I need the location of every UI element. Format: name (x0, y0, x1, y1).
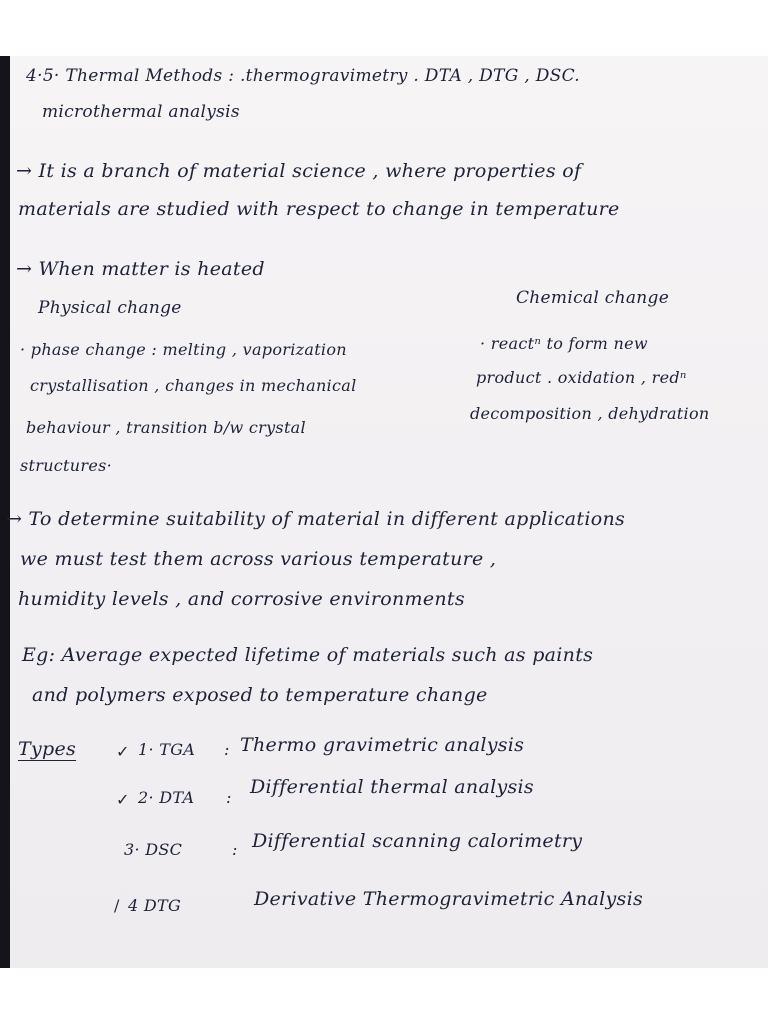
chemical-change-line: product . oxidation , redⁿ (476, 368, 687, 387)
example-line: and polymers exposed to temperature change (32, 684, 488, 706)
example-line: Eg: Average expected lifetime of materials such as paints (22, 644, 594, 666)
types-label: Types (18, 738, 77, 760)
type-description: Thermo gravimetric analysis (240, 734, 525, 756)
type-separator: : (226, 788, 232, 807)
chemical-change-line: · reactⁿ to form new (480, 334, 648, 353)
type-number: 2· DTA (138, 788, 195, 807)
type-number: 4 DTG (128, 896, 182, 915)
chemical-change-line: decomposition , dehydration (470, 404, 710, 423)
section-heading: 4·5· Thermal Methods : .thermogravimetry . DTA , DTG , DSC. (26, 66, 580, 86)
chemical-change-heading: Chemical change (516, 288, 670, 308)
photo-border-bottom (0, 968, 768, 1024)
physical-change-line: crystallisation , changes in mechanical (30, 376, 357, 395)
type-separator: : (232, 840, 238, 859)
check-mark-icon: ✓ (116, 742, 130, 761)
physical-change-heading: Physical change (38, 298, 182, 318)
physical-change-line: behaviour , transition b/w crystal (26, 418, 306, 437)
intro-line: → It is a branch of material science , where properties of (16, 160, 582, 182)
type-description: Differential thermal analysis (250, 776, 534, 798)
check-mark-icon: ✓ (116, 790, 130, 809)
type-description: Derivative Thermogravimetric Analysis (254, 888, 644, 910)
suitability-line: → To determine suitability of material in different applications (6, 508, 626, 530)
check-mark-icon: / (114, 896, 120, 915)
physical-change-line: structures· (20, 456, 113, 475)
type-description: Differential scanning calorimetry (252, 830, 583, 852)
type-number: 1· TGA (138, 740, 196, 759)
photo-border-top (0, 0, 768, 56)
suitability-line: we must test them across various temperature , (20, 548, 497, 570)
type-separator: : (224, 740, 230, 759)
section-heading-continued: microthermal analysis (42, 102, 240, 122)
type-number: 3· DSC (124, 840, 183, 859)
suitability-line: humidity levels , and corrosive environments (18, 588, 465, 610)
physical-change-line: · phase change : melting , vaporization (20, 340, 347, 359)
intro-line: materials are studied with respect to change in temperature (18, 198, 620, 220)
heated-title: → When matter is heated (16, 258, 265, 280)
